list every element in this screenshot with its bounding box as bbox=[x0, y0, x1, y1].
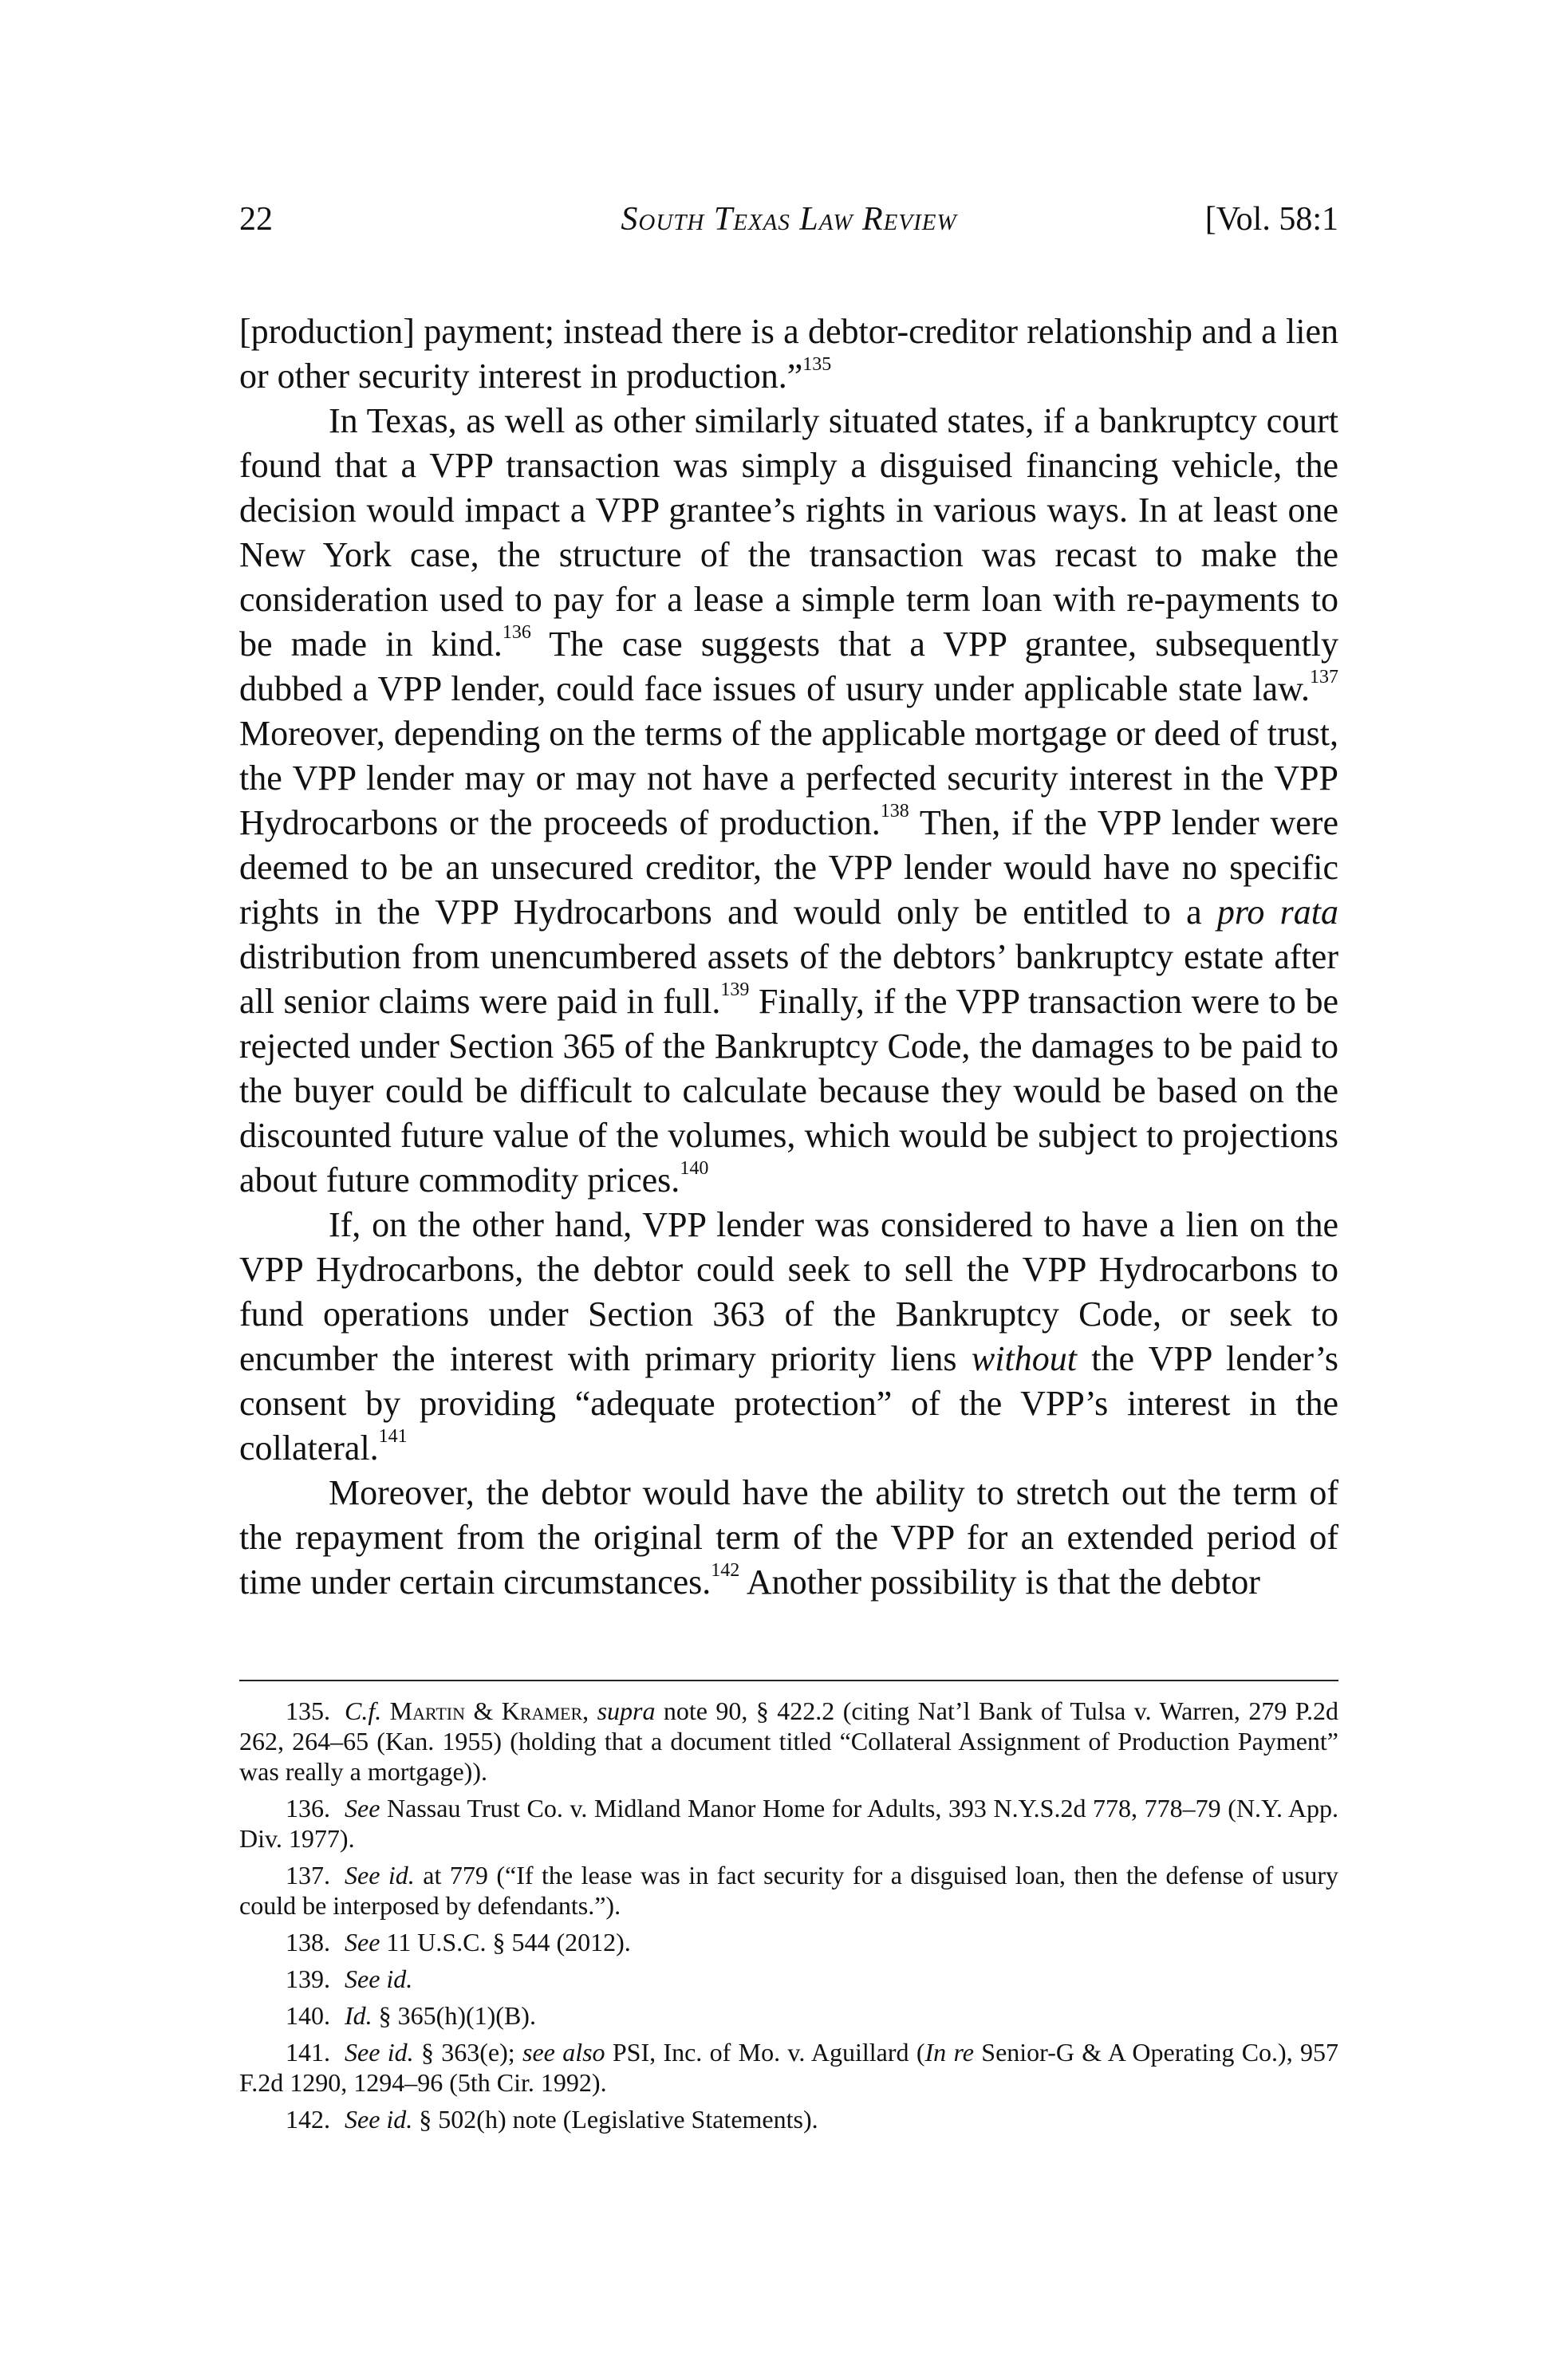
footnote-ref-142[interactable]: 142 bbox=[711, 1560, 740, 1582]
footnote-142: 142. See id. § 502(h) note (Legislative Statements). bbox=[286, 2105, 818, 2134]
footnote-divider bbox=[239, 1680, 1338, 1681]
footnote-135: 135. C.f. Martin & Kramer, supra note 90, § 422.2 (citing Nat’l Bank of Tulsa v. Warren, 279 P.2d 262, 264–65 (Kan. 1955) (holding that a document titled “Collateral Assignment of Production Payment” was really a mortgage)). bbox=[239, 1696, 1339, 1786]
footnote-ref-138[interactable]: 138 bbox=[880, 801, 909, 822]
footnotes bbox=[239, 1696, 1338, 2141]
paragraph-2: In Texas, as well as other similarly situated states, if a bankruptcy court found that a VPP transaction was simply a disguised financing vehicle, the decision would impact a VPP grantee’s rights in various ways. In at least one New York case, the structure of the transaction was recast to make the consideration used to pay for a lease a simple term loan with re-payments to be made in kind.$^{136}$ The case suggests that a VPP grantee, subsequently dubbed a VPP lender, could face issues of usury under applicable state law.$^{137}$ Moreover, depending on the terms of the applicable mortgage or deed of trust, the VPP lender may or may not have a perfected security interest in the VPP Hydrocarbons or the proceeds of production.$^{138}$ Then, if the VPP lender were deemed to be an unsecured creditor, the VPP lender would have no specific rights in the VPP Hydrocarbons and would only be entitled to a pro rata distribution from unencumbered assets of the debtors’ bankruptcy estate after all senior claims were paid in full.$^{139}$ Finally, if the VPP transaction were to be rejected under Section 365 of the Bankruptcy Code, the damages to be paid to the buyer could be difficult to calculate because they would be based on the discounted future value of the volumes, which would be subject to projections about future commodity prices.$^{140}$ bbox=[239, 401, 1339, 1200]
paragraph-1: [production] payment; instead there is a debtor-creditor relationship and a lien or other security interest in production.”$^{135}$ bbox=[239, 312, 1338, 396]
body-text bbox=[239, 309, 1338, 1605]
page-number: 22 bbox=[239, 201, 273, 238]
footnote-136: 136. See Nassau Trust Co. v. Midland Manor Home for Adults, 393 N.Y.S.2d 778, 778–79 (N.Y. App. Div. 1977). bbox=[239, 1794, 1338, 1853]
volume-label: [Vol. 58:1 bbox=[1204, 201, 1338, 238]
footnote-ref-137[interactable]: 137 bbox=[1310, 667, 1338, 688]
footnote-ref-139[interactable]: 139 bbox=[720, 979, 750, 1001]
journal-title: South Texas Law Review bbox=[621, 201, 957, 238]
italic-without: without bbox=[971, 1339, 1077, 1378]
footnote-139: 139. See id. bbox=[286, 1964, 413, 1993]
italic-pro-rata: pro rata bbox=[1216, 892, 1339, 932]
footnote-138: 138. See 11 U.S.C. § 544 (2012). bbox=[286, 1928, 631, 1956]
footnote-ref-136[interactable]: 136 bbox=[502, 622, 531, 644]
footnote-141: 141. See id. § 363(e); see also PSI, Inc. of Mo. v. Aguillard (In re Senior-G & A Operating Co.), 957 F.2d 1290, 1294–96 (5th Cir. 1992). bbox=[239, 2038, 1339, 2097]
footnote-ref-135[interactable]: 135 bbox=[802, 354, 832, 376]
footnote-ref-141[interactable]: 141 bbox=[378, 1426, 408, 1448]
footnote-137: 137. See id. at 779 (“If the lease was in fact security for a disguised loan, then the defense of usury could be interposed by defendants.”). bbox=[239, 1861, 1339, 1920]
running-header bbox=[239, 195, 1338, 243]
footnote-ref-140[interactable]: 140 bbox=[680, 1158, 709, 1180]
paragraph-4: Moreover, the debtor would have the ability to stretch out the term of the repayment from the original term of the VPP for an extended period of time under certain circumstances.$^{142}$ Another possibility is that the debtor bbox=[239, 1473, 1338, 1602]
paragraph-3: If, on the other hand, VPP lender was considered to have a lien on the VPP Hydrocarbons, the debtor could seek to sell the VPP Hydrocarbons to fund operations under Section 363 of the Bankruptcy Code, or seek to encumber the interest with primary priority liens without the VPP lender’s consent by providing “adequate protection” of the VPP’s interest in the collateral.$^{141}$ bbox=[239, 1205, 1338, 1468]
footnote-140: 140. Id. § 365(h)(1)(B). bbox=[286, 2001, 536, 2030]
